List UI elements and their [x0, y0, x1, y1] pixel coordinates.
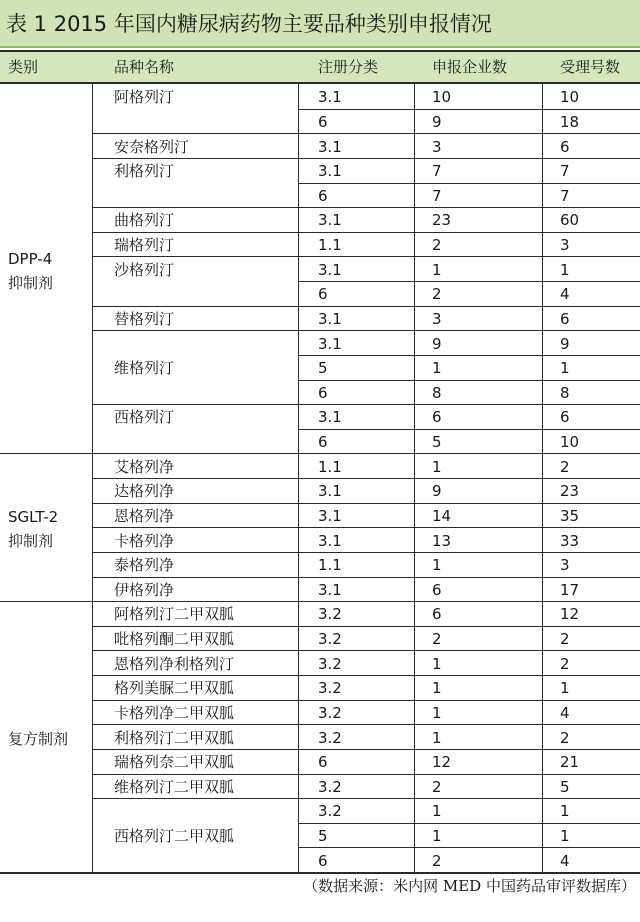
cell-reg-class: 3.2 [318, 654, 342, 673]
cell-enterprises: 1 [432, 654, 442, 673]
cell-enterprises: 3 [432, 309, 442, 328]
cell-enterprises: 2 [432, 630, 442, 649]
header-reg-class: 注册分类 [318, 58, 379, 76]
drug-separator [92, 552, 640, 553]
cell-enterprises: 13 [432, 531, 452, 550]
category-label: 复方制剂 [8, 729, 69, 748]
cell-drug-name: 西格列汀 [114, 408, 175, 427]
cell-reg-class: 3.1 [318, 408, 342, 427]
cell-acceptances: 7 [560, 186, 570, 205]
drug-separator [92, 577, 640, 578]
cell-acceptances: 6 [560, 408, 570, 427]
cell-acceptances: 5 [560, 777, 570, 796]
cell-drug-name: 卡格列净二甲双胍 [114, 703, 235, 722]
cell-acceptances: 3 [560, 556, 570, 575]
header-name: 品种名称 [114, 58, 175, 76]
cell-enterprises: 23 [432, 211, 452, 230]
row-separator [298, 109, 640, 110]
cell-drug-name: 恩格列净利格列汀 [114, 654, 235, 673]
cell-drug-name: 西格列汀二甲双胍 [114, 827, 235, 846]
row-separator [298, 355, 640, 356]
cell-drug-name: 曲格列汀 [114, 211, 175, 230]
cell-acceptances: 12 [560, 605, 580, 624]
cell-acceptances: 3 [560, 236, 570, 255]
cell-reg-class: 3.1 [318, 211, 342, 230]
cell-reg-class: 6 [318, 383, 328, 402]
cell-acceptances: 35 [560, 506, 580, 525]
cell-acceptances: 1 [560, 359, 570, 378]
drug-separator [92, 207, 640, 208]
cell-acceptances: 60 [560, 211, 580, 230]
header-enterprises: 申报企业数 [432, 58, 508, 76]
cell-drug-name: 恩格列净 [114, 506, 175, 525]
cell-drug-name: 利格列汀二甲双胍 [114, 728, 235, 747]
cell-drug-name: 维格列汀二甲双胍 [114, 777, 235, 796]
cell-acceptances: 33 [560, 531, 580, 550]
cell-reg-class: 3.1 [318, 482, 342, 501]
category-label: SGLT-2 [8, 508, 59, 527]
cell-reg-class: 5 [318, 827, 328, 846]
row-separator [298, 429, 640, 430]
med-brand: MED [442, 877, 482, 895]
cell-reg-class: 6 [318, 285, 328, 304]
cell-enterprises: 2 [432, 285, 442, 304]
cell-reg-class: 3.1 [318, 260, 342, 279]
drug-separator [92, 478, 640, 479]
cell-acceptances: 4 [560, 285, 570, 304]
cell-drug-name: 维格列汀 [114, 359, 175, 378]
cell-reg-class: 3.1 [318, 162, 342, 181]
row-separator [298, 823, 640, 824]
cell-drug-name: 利格列汀 [114, 162, 175, 181]
cell-drug-name: 艾格列净 [114, 457, 175, 476]
row-separator [298, 380, 640, 381]
cell-reg-class: 3.1 [318, 506, 342, 525]
cell-enterprises: 7 [432, 186, 442, 205]
cell-enterprises: 1 [432, 703, 442, 722]
cell-reg-class: 3.1 [318, 88, 342, 107]
cell-reg-class: 6 [318, 112, 328, 131]
cell-reg-class: 3.1 [318, 334, 342, 353]
source-prefix: （数据来源：米内网 [303, 877, 443, 895]
cell-reg-class: 3.2 [318, 679, 342, 698]
cell-enterprises: 1 [432, 260, 442, 279]
cell-reg-class: 3.1 [318, 309, 342, 328]
cell-reg-class: 1.1 [318, 556, 342, 575]
cell-acceptances: 18 [560, 112, 580, 131]
cell-enterprises: 6 [432, 605, 442, 624]
cell-acceptances: 1 [560, 679, 570, 698]
cell-acceptances: 4 [560, 851, 570, 870]
cell-enterprises: 9 [432, 482, 442, 501]
cell-enterprises: 1 [432, 802, 442, 821]
cell-enterprises: 1 [432, 457, 442, 476]
cell-enterprises: 1 [432, 827, 442, 846]
row-separator [298, 847, 640, 848]
cell-acceptances: 2 [560, 630, 570, 649]
cell-drug-name: 瑞格列奈二甲双胍 [114, 753, 235, 772]
cell-reg-class: 3.1 [318, 137, 342, 156]
cell-enterprises: 6 [432, 580, 442, 599]
cell-acceptances: 21 [560, 753, 580, 772]
cell-acceptances: 7 [560, 162, 570, 181]
drug-separator [92, 527, 640, 528]
row-separator [298, 183, 640, 184]
cell-acceptances: 2 [560, 728, 570, 747]
cell-acceptances: 17 [560, 580, 580, 599]
cell-acceptances: 1 [560, 827, 570, 846]
cell-enterprises: 8 [432, 383, 442, 402]
cell-reg-class: 3.1 [318, 531, 342, 550]
cell-reg-class: 1.1 [318, 236, 342, 255]
source-note [303, 874, 636, 898]
title-bar [0, 0, 640, 48]
cell-acceptances: 8 [560, 383, 570, 402]
cell-enterprises: 3 [432, 137, 442, 156]
cell-drug-name: 泰格列净 [114, 556, 175, 575]
header-rule [0, 82, 640, 84]
cell-reg-class: 3.2 [318, 630, 342, 649]
header-category: 类别 [8, 58, 39, 76]
drug-separator [92, 232, 640, 233]
cell-acceptances: 6 [560, 309, 570, 328]
cell-reg-class: 3.1 [318, 580, 342, 599]
cell-acceptances: 9 [560, 334, 570, 353]
cell-drug-name: 吡格列酮二甲双胍 [114, 630, 235, 649]
drug-separator [92, 503, 640, 504]
source-suffix: 中国药品审评数据库） [481, 877, 636, 895]
table-header [0, 52, 640, 82]
cell-enterprises: 9 [432, 334, 442, 353]
cell-enterprises: 2 [432, 236, 442, 255]
cell-reg-class: 3.2 [318, 777, 342, 796]
cell-reg-class: 1.1 [318, 457, 342, 476]
cell-acceptances: 6 [560, 137, 570, 156]
drug-separator [92, 330, 640, 331]
cell-acceptances: 2 [560, 654, 570, 673]
drug-separator [92, 404, 640, 405]
page-title: 表 1 2015 年国内糖尿病药物主要品种类别申报情况 [6, 12, 492, 36]
cell-enterprises: 1 [432, 359, 442, 378]
cell-acceptances: 10 [560, 88, 580, 107]
cell-acceptances: 2 [560, 457, 570, 476]
cell-enterprises: 10 [432, 88, 452, 107]
cell-reg-class: 6 [318, 186, 328, 205]
cell-acceptances: 1 [560, 260, 570, 279]
cell-drug-name: 卡格列净 [114, 531, 175, 550]
category-label: 抑制剂 [8, 532, 54, 551]
cell-enterprises: 7 [432, 162, 442, 181]
cell-enterprises: 1 [432, 556, 442, 575]
cell-enterprises: 2 [432, 777, 442, 796]
cell-acceptances: 10 [560, 433, 580, 452]
drug-separator [92, 798, 640, 799]
cell-reg-class: 6 [318, 753, 328, 772]
cell-reg-class: 3.2 [318, 802, 342, 821]
cell-acceptances: 23 [560, 482, 580, 501]
cell-drug-name: 伊格列净 [114, 580, 175, 599]
cell-drug-name: 沙格列汀 [114, 260, 175, 279]
cell-enterprises: 14 [432, 506, 452, 525]
drug-separator [92, 306, 640, 307]
cell-reg-class: 3.2 [318, 703, 342, 722]
cell-drug-name: 瑞格列汀 [114, 236, 175, 255]
category-label: 抑制剂 [8, 273, 54, 292]
cell-drug-name: 替格列汀 [114, 309, 175, 328]
cell-drug-name: 阿格列汀 [114, 88, 175, 107]
cell-enterprises: 1 [432, 679, 442, 698]
drug-separator [92, 158, 640, 159]
cell-reg-class: 6 [318, 851, 328, 870]
cell-enterprises: 6 [432, 408, 442, 427]
drug-separator [92, 256, 640, 257]
row-separator [298, 281, 640, 282]
cell-enterprises: 1 [432, 728, 442, 747]
cell-acceptances: 4 [560, 703, 570, 722]
cell-enterprises: 9 [432, 112, 442, 131]
cell-drug-name: 达格列净 [114, 482, 175, 501]
cell-enterprises: 2 [432, 851, 442, 870]
cell-reg-class: 3.2 [318, 605, 342, 624]
cell-acceptances: 1 [560, 802, 570, 821]
header-acceptances: 受理号数 [560, 58, 621, 76]
cell-reg-class: 5 [318, 359, 328, 378]
cell-enterprises: 12 [432, 753, 452, 772]
category-label: DPP-4 [8, 249, 53, 268]
cell-reg-class: 6 [318, 433, 328, 452]
cell-drug-name: 安奈格列汀 [114, 137, 190, 156]
cell-drug-name: 阿格列汀二甲双胍 [114, 605, 235, 624]
cell-drug-name: 格列美脲二甲双胍 [114, 679, 235, 698]
cell-reg-class: 3.2 [318, 728, 342, 747]
cell-enterprises: 5 [432, 433, 442, 452]
